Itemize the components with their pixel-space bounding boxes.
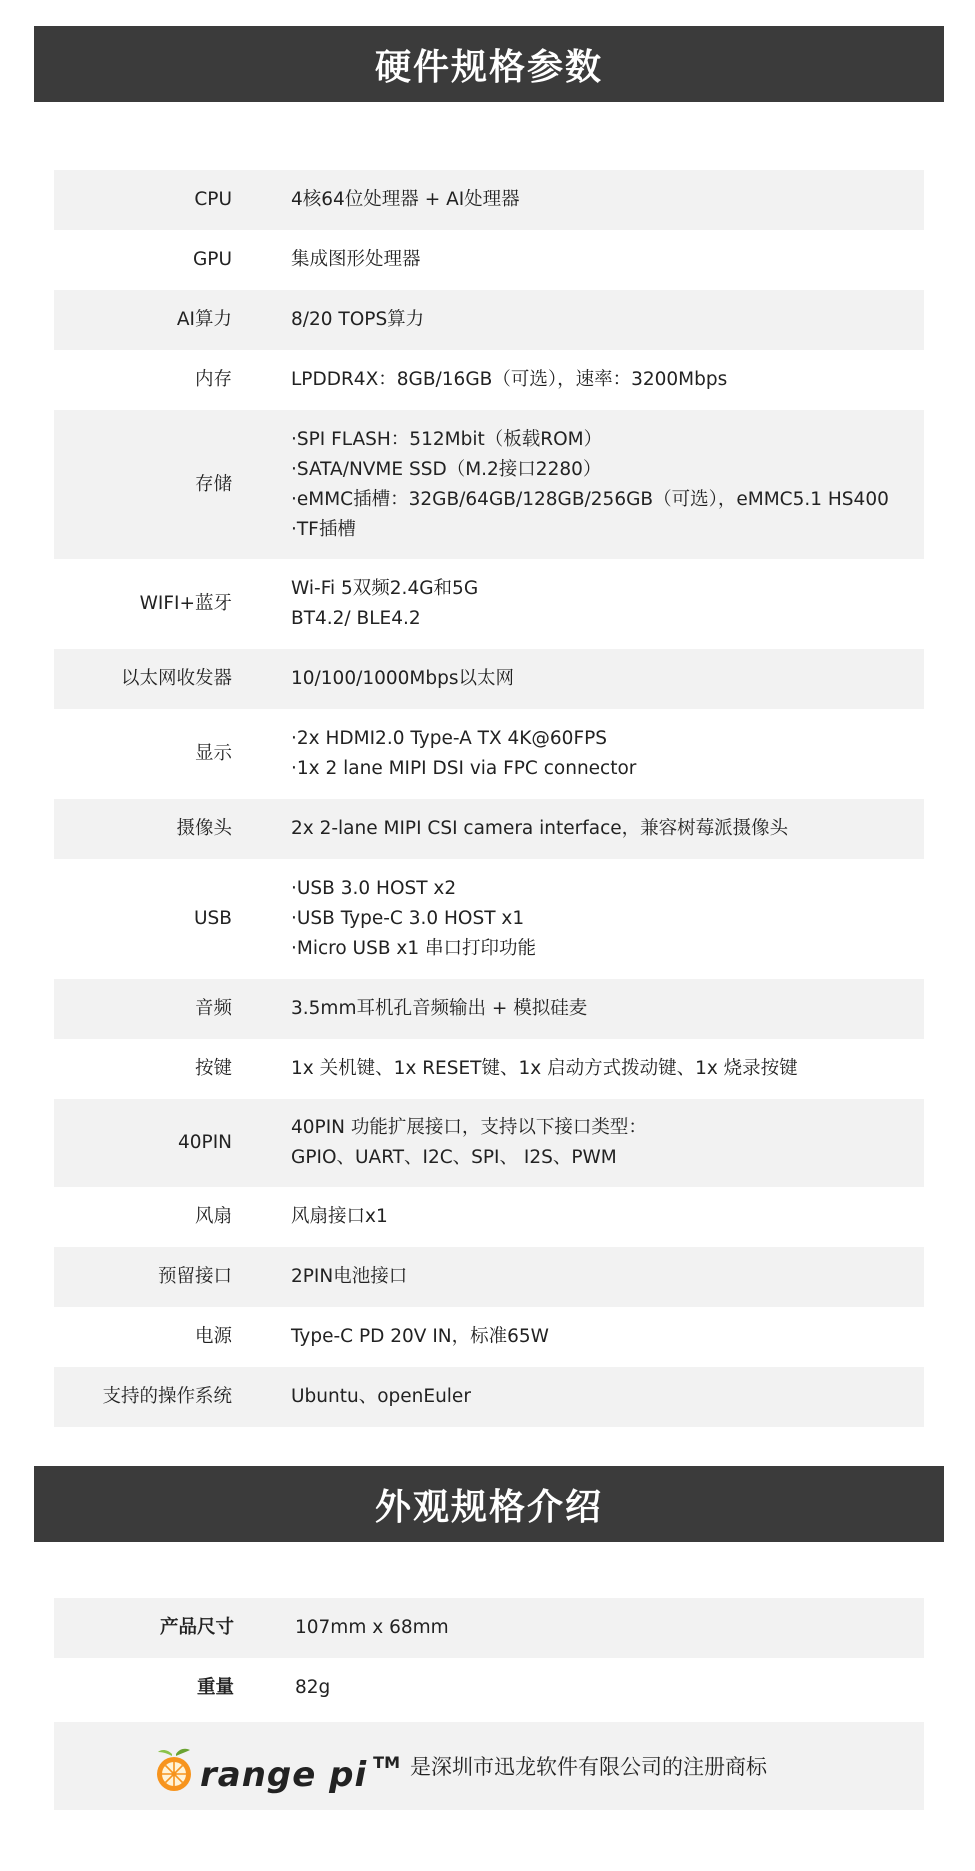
spec-value (291, 1202, 924, 1232)
spec-label: 显示 (194, 743, 232, 764)
spec-value-line: 10/100/1000Mbps以太网 (291, 668, 514, 689)
spec-value-line: 4核64位处理器 + AI处理器 (291, 189, 520, 210)
spec-value (291, 1322, 924, 1352)
hardware-spec-title: 硬件规格参数 (374, 46, 603, 88)
spec-value-line: ·USB Type-C 3.0 HOST x1 (291, 908, 525, 929)
spec-value-line: ·Micro USB x1 串口打印功能 (291, 938, 537, 959)
spec-value (291, 245, 924, 275)
spec-row (54, 410, 924, 559)
spec-label: 40PIN (178, 1132, 232, 1153)
spec-row (54, 709, 924, 799)
appearance-spec-title: 外观规格介绍 (374, 1486, 603, 1528)
spec-value-line: BT4.2/ BLE4.2 (291, 608, 421, 629)
spec-label: 风扇 (194, 1206, 232, 1227)
spec-value (291, 1054, 924, 1084)
spec-label: GPU (192, 249, 232, 270)
hardware-spec-banner (34, 26, 944, 102)
spec-row (54, 859, 924, 979)
logo-wordmark: range pi (200, 1754, 368, 1795)
spec-value (295, 1613, 924, 1643)
spec-value-line: 2PIN电池接口 (291, 1266, 408, 1287)
spec-value-line: ·2x HDMI2.0 Type-A TX 4K@60FPS (291, 728, 607, 749)
spec-value-line: ·TF插槽 (291, 518, 356, 540)
spec-value-line: Type-C PD 20V IN，标准65W (291, 1326, 549, 1347)
spec-label: 电源 (194, 1326, 232, 1347)
spec-label: 以太网收发器 (120, 668, 232, 689)
spec-value-line: LPDDR4X：8GB/16GB（可选），速率：3200Mbps (291, 369, 728, 390)
spec-value-line: 1x 关机键、1x RESET键、1x 启动方式拨动键、1x 烧录按键 (291, 1058, 798, 1079)
spec-value-line: Ubuntu、openEuler (291, 1386, 471, 1407)
spec-value-line: ·SATA/NVME SSD（M.2接口2280） (291, 458, 602, 480)
spec-label: USB (194, 908, 232, 929)
spec-label: WIFI+蓝牙 (139, 593, 232, 614)
spec-value-line: 2x 2-lane MIPI CSI camera interface，兼容树莓派摄像头 (291, 818, 789, 839)
spec-row (54, 799, 924, 859)
spec-value (291, 874, 924, 964)
appearance-spec-table (54, 1598, 924, 1718)
spec-value-line: 8/20 TOPS算力 (291, 309, 425, 330)
trademark-text: 是深圳市迅龙软件有限公司的注册商标 (410, 1755, 767, 1779)
spec-value (291, 305, 924, 335)
orange-pi-logo (150, 1738, 400, 1795)
spec-row (54, 649, 924, 709)
spec-row (54, 1187, 924, 1247)
spec-value (291, 994, 924, 1024)
spec-label: 音频 (194, 998, 232, 1019)
spec-value (291, 814, 924, 844)
spec-label: 重量 (196, 1677, 234, 1698)
spec-value-line: 107mm x 68mm (295, 1617, 449, 1638)
spec-value-line: ·USB 3.0 HOST x2 (291, 878, 457, 899)
spec-value-line: 40PIN 功能扩展接口，支持以下接口类型： (291, 1117, 647, 1138)
spec-value-line: GPIO、UART、I2C、SPI、 I2S、PWM (291, 1147, 617, 1168)
spec-value (291, 425, 924, 545)
spec-row (54, 559, 924, 649)
spec-value-line: ·eMMC插槽：32GB/64GB/128GB/256GB（可选），eMMC5.1 HS400 (291, 488, 889, 510)
spec-value-line: 3.5mm耳机孔音频输出 + 模拟硅麦 (291, 998, 588, 1019)
spec-row (54, 1247, 924, 1307)
spec-label: 按键 (194, 1058, 232, 1079)
trademark-row (54, 1722, 924, 1810)
spec-label: 内存 (194, 369, 232, 390)
spec-value (291, 365, 924, 395)
spec-label: 产品尺寸 (159, 1617, 234, 1638)
spec-value (291, 724, 924, 784)
spec-row (54, 290, 924, 350)
spec-row (54, 979, 924, 1039)
spec-value (291, 1382, 924, 1412)
spec-value-line: 集成图形处理器 (291, 249, 421, 270)
appearance-spec-banner (34, 1466, 944, 1542)
spec-label: CPU (194, 189, 232, 210)
spec-value-line: 风扇接口x1 (291, 1206, 388, 1227)
hardware-spec-table (54, 170, 924, 1427)
spec-row (54, 230, 924, 290)
spec-value-line: ·1x 2 lane MIPI DSI via FPC connector (291, 758, 637, 779)
spec-row (54, 350, 924, 410)
spec-value (291, 1113, 924, 1173)
spec-label: 摄像头 (176, 818, 232, 839)
spec-label: 存储 (194, 473, 232, 495)
spec-value (291, 574, 924, 634)
spec-row (54, 1598, 924, 1658)
spec-value-line: 82g (295, 1677, 331, 1698)
spec-label: AI算力 (176, 309, 232, 330)
spec-label: 预留接口 (157, 1266, 232, 1287)
spec-row (54, 1039, 924, 1099)
trademark-symbol: TM (373, 1752, 400, 1772)
spec-row (54, 1367, 924, 1427)
spec-row (54, 170, 924, 230)
orange-fruit-icon (150, 1746, 198, 1794)
spec-label: 支持的操作系统 (102, 1386, 232, 1407)
spec-value (291, 664, 924, 694)
spec-value (291, 1262, 924, 1292)
spec-value (291, 185, 924, 215)
spec-row (54, 1658, 924, 1718)
spec-value (295, 1673, 924, 1703)
spec-row (54, 1307, 924, 1367)
spec-row (54, 1099, 924, 1187)
spec-value-line: ·SPI FLASH：512Mbit（板载ROM） (291, 428, 603, 450)
spec-value-line: Wi-Fi 5双频2.4G和5G (291, 578, 479, 599)
